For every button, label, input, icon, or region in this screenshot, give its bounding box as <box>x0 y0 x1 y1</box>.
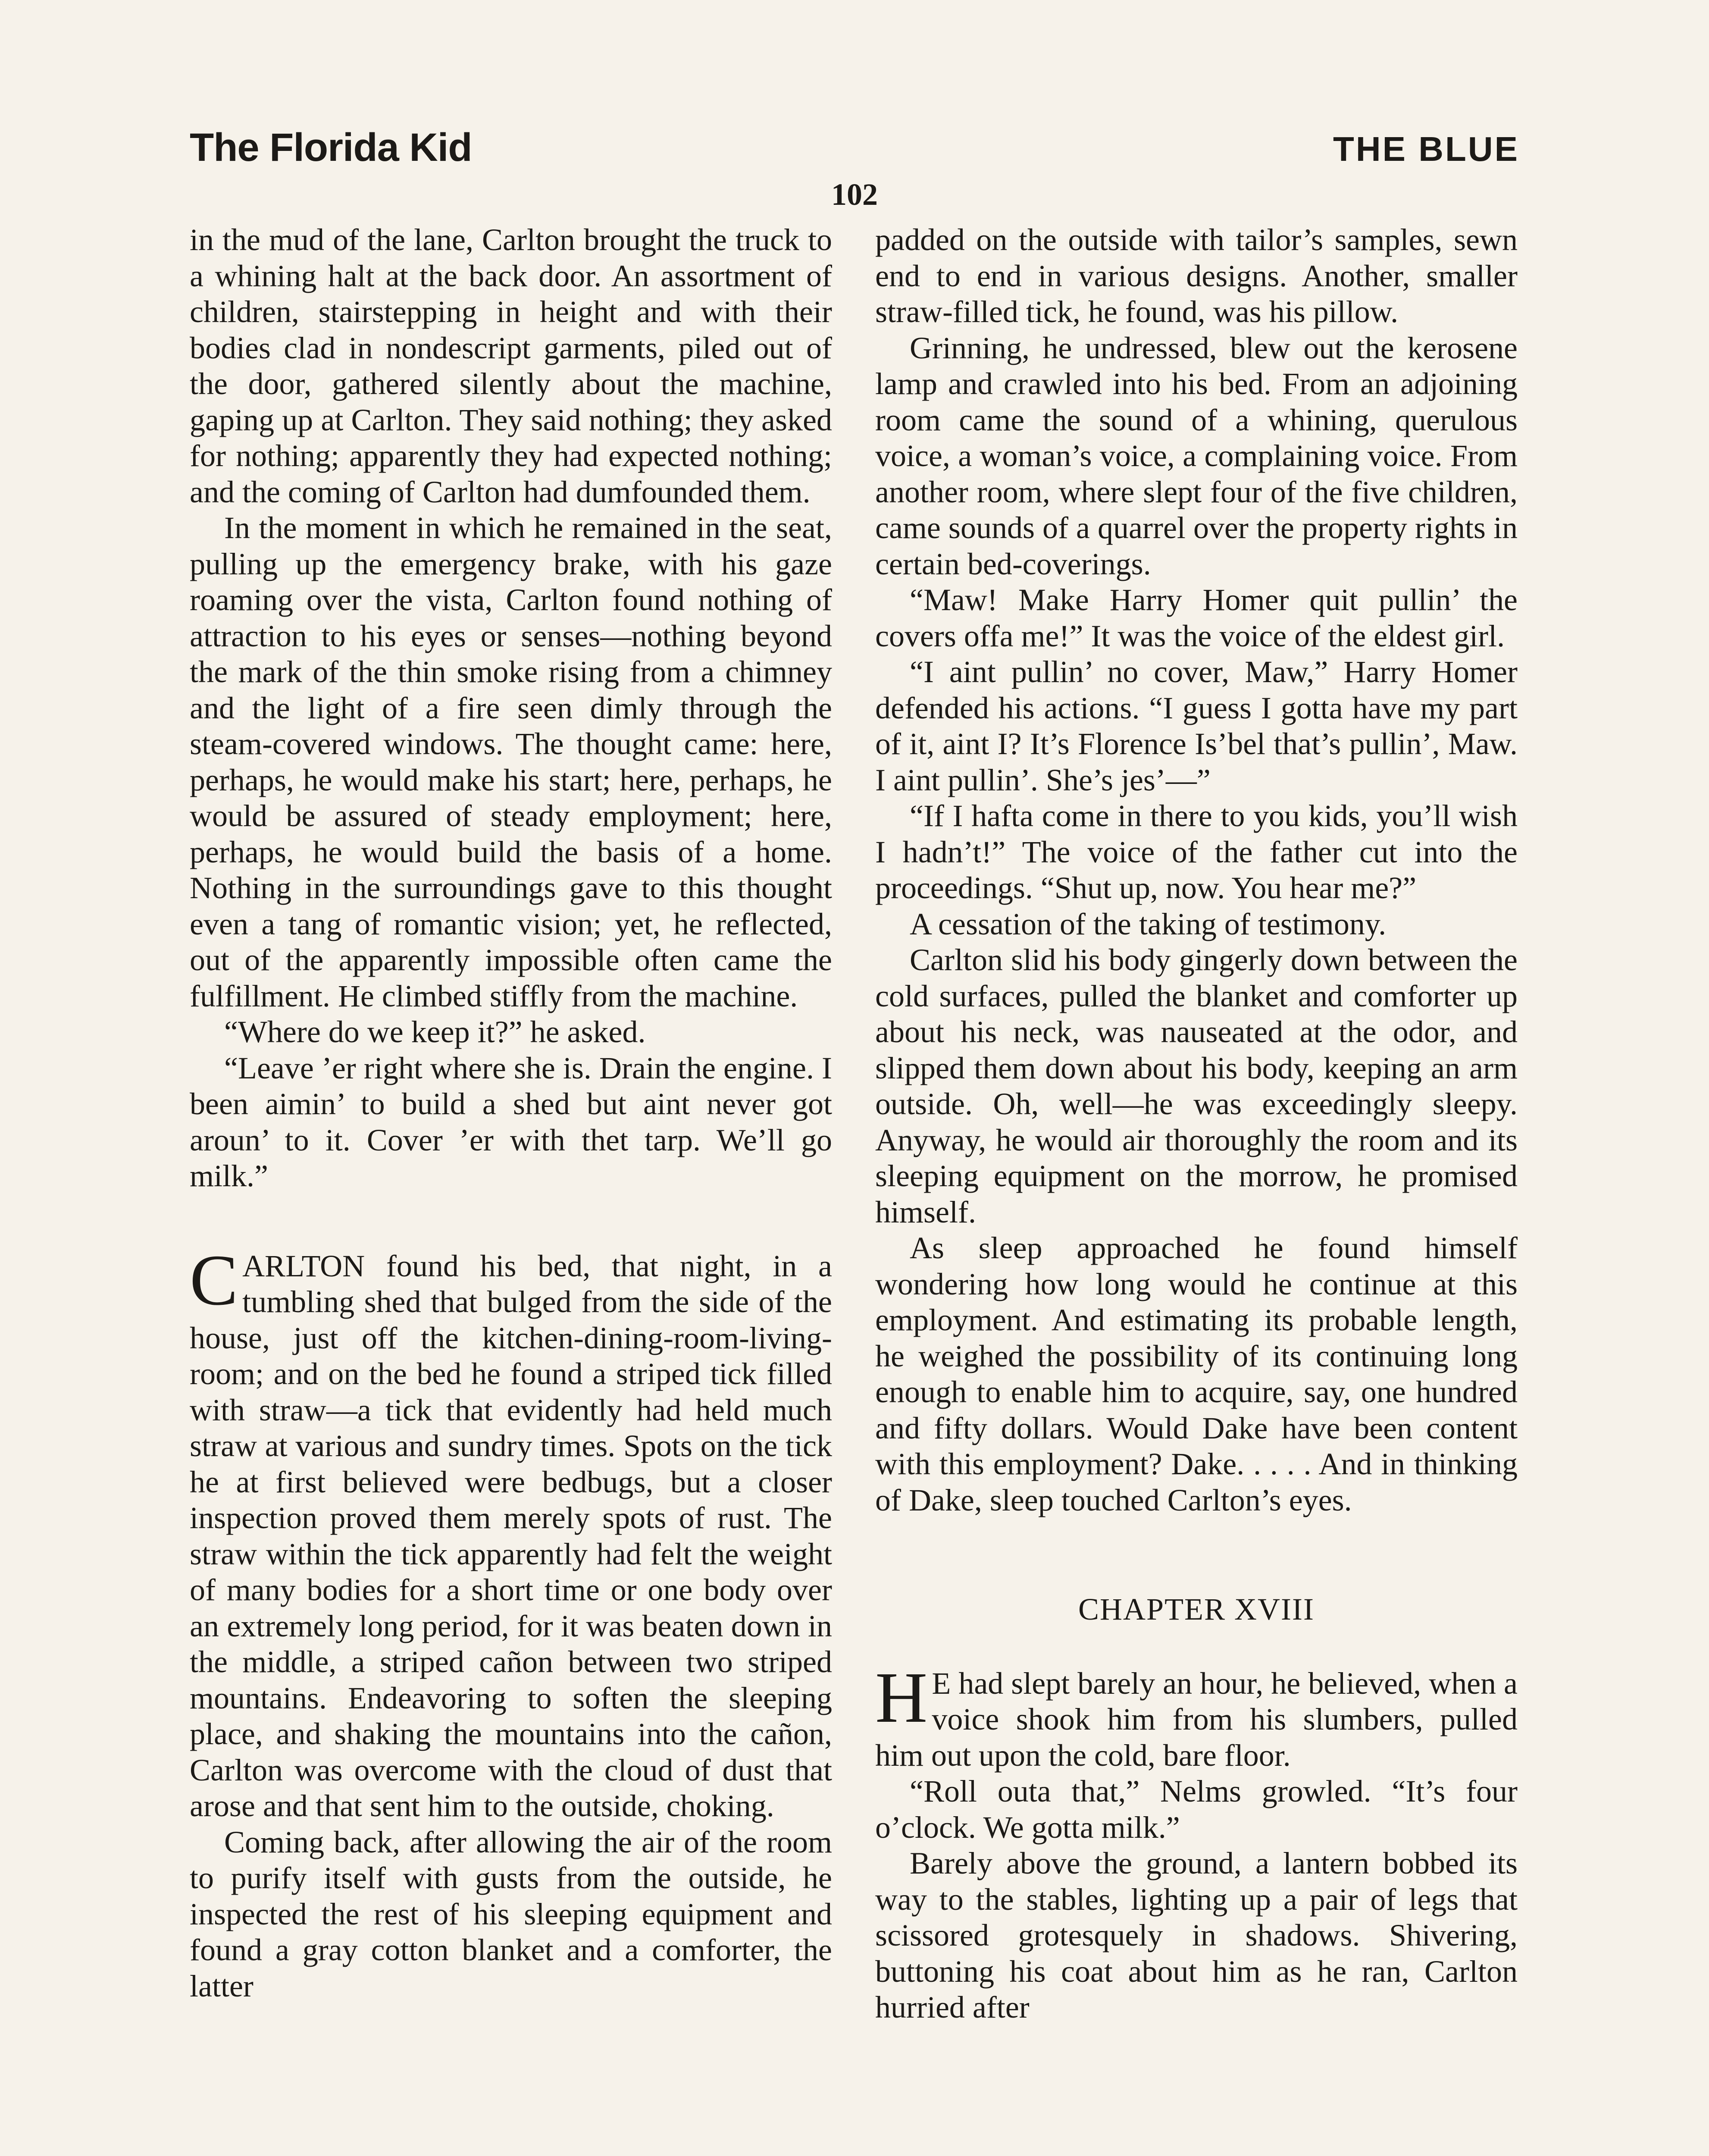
paragraph: in the mud of the lane, Carlton brought the truck to a whining halt at the back door. An assortment of children, stairstepping in height and with their bodies clad in nondescript garments, piled out of the door, gathered silently about the machine, gaping up at Carlton. They said nothing; they asked for nothing; apparently they had expected nothing; and the coming of Carlton had dumfounded them. <box>190 222 832 509</box>
paragraph: “Leave ’er right where she is. Drain the engine. I been aimin’ to build a shed but aint never got aroun’ to it. Cover ’er with thet tarp. We’ll go milk.” <box>190 1050 832 1193</box>
paragraph: “Where do we keep it?” he asked. <box>224 1015 646 1049</box>
paragraph: “Maw! Make Harry Homer quit pullin’ the covers offa me!” It was the voice of the eldest girl. <box>875 583 1518 653</box>
section-paragraph <box>875 1657 1518 1774</box>
magazine-name: THE BLUE <box>1333 130 1519 168</box>
drop-cap: C <box>190 1240 238 1320</box>
paragraph: padded on the outside with tailor’s samples, sewn end to end in various designs. Another, smaller straw-filled tick, he found, was his pillow. <box>875 222 1518 329</box>
section-paragraph <box>190 1240 832 1824</box>
paragraph-text: E had slept barely an hour, he believed, when a voice shook him from his slumbers, pulled him out upon the cold, bare floor. <box>875 1666 1518 1773</box>
paragraph: In the moment in which he remained in the seat, pulling up the emergency brake, with his gaze roaming over the vista, Carlton found nothing of attraction to his eyes or senses—nothing beyond the mark of the thin smoke rising from a chimney and the light of a fire seen dimly through the steam-covered windows. The thought came: here, perhaps, he would make his start; here, perhaps, he would be assured of steady employment; here, perhaps, he would build the basis of a home. Nothing in the surroundings gave to this thought even a tang of romantic vision; yet, he reflected, out of the apparently impossible often came the fulfillment. He climbed stiffly from the machine. <box>190 511 832 1013</box>
paragraph: Barely above the ground, a lantern bobbed its way to the stables, lighting up a pair of legs that scissored grotesquely in shadows. Shivering, buttoning his coat about him as he ran, Carlton hurried after <box>875 1846 1518 2024</box>
left-column <box>190 222 832 2004</box>
paragraph: “Roll outa that,” Nelms growled. “It’s four o’clock. We gotta milk.” <box>875 1774 1518 1845</box>
chapter-heading: CHAPTER XVIII <box>1078 1592 1315 1626</box>
paragraph-text: ARLTON found his bed, that night, in a tumbling shed that bulged from the side of the house, just off the kitchen-dining-room-living-room; and on the bed he found a striped tick filled with straw—a tick that evidently had held much straw at various and sundry times. Spots on the tick he at first believed were bedbugs, but a closer inspection proved them merely spots of rust. The straw within the tick apparently had felt the weight of many bodies for a short time or one body over an extremely long period, for it was beaten down in the middle, a striped cañon between two striped mountains. Endeavoring to soften the sleeping place, and shaking the mountains into the cañon, Carlton was overcome with the cloud of dust that arose and that sent him to the outside, choking. <box>190 1248 832 1823</box>
running-head-title: The Florida Kid <box>190 125 472 169</box>
paragraph: Coming back, after allowing the air of the room to purify itself with gusts from the outside, he inspected the rest of his sleeping equipment and found a gray cotton blanket and a comforter, the latter <box>190 1824 832 2003</box>
paragraph: Carlton slid his body gingerly down between the cold surfaces, pulled the blanket and comforter up about his neck, was nauseated at the odor, and slipped them down about his body, keeping an arm outside. Oh, well—he was exceedingly sleepy. Anyway, he would air thoroughly the room and its sleeping equipment on the morrow, he promised himself. <box>875 943 1518 1229</box>
right-column <box>875 222 1518 2026</box>
drop-cap: H <box>875 1657 928 1738</box>
page-number: 102 <box>831 177 878 212</box>
paragraph: A cessation of the taking of testimony. <box>910 906 1387 941</box>
paragraph: “If I hafta come in there to you kids, you’ll wish I hadn’t!” The voice of the father cut into the proceedings. “Shut up, now. You hear me?” <box>875 799 1518 905</box>
paragraph: As sleep approached he found himself wondering how long would he continue at this employment. And estimating its probable length, he weighed the possibility of its continuing long enough to enable him to acquire, say, one hundred and fifty dollars. Would Dake have been content with this employment? Dake. . . . . And in thinking of Dake, sleep touched Carlton’s eyes. <box>875 1231 1518 1517</box>
paragraph: “I aint pullin’ no cover, Maw,” Harry Homer defended his actions. “I guess I gotta have my part of it, aint I? It’s Florence Is’bel that’s pullin’, Maw. I aint pullin’. She’s jes’—” <box>875 655 1518 797</box>
paragraph: Grinning, he undressed, blew out the kerosene lamp and crawled into his bed. From an adjoining room came the sound of a whining, querulous voice, a woman’s voice, a complaining voice. From another room, where slept four of the five children, came sounds of a quarrel over the property rights in certain bed-coverings. <box>875 330 1518 581</box>
